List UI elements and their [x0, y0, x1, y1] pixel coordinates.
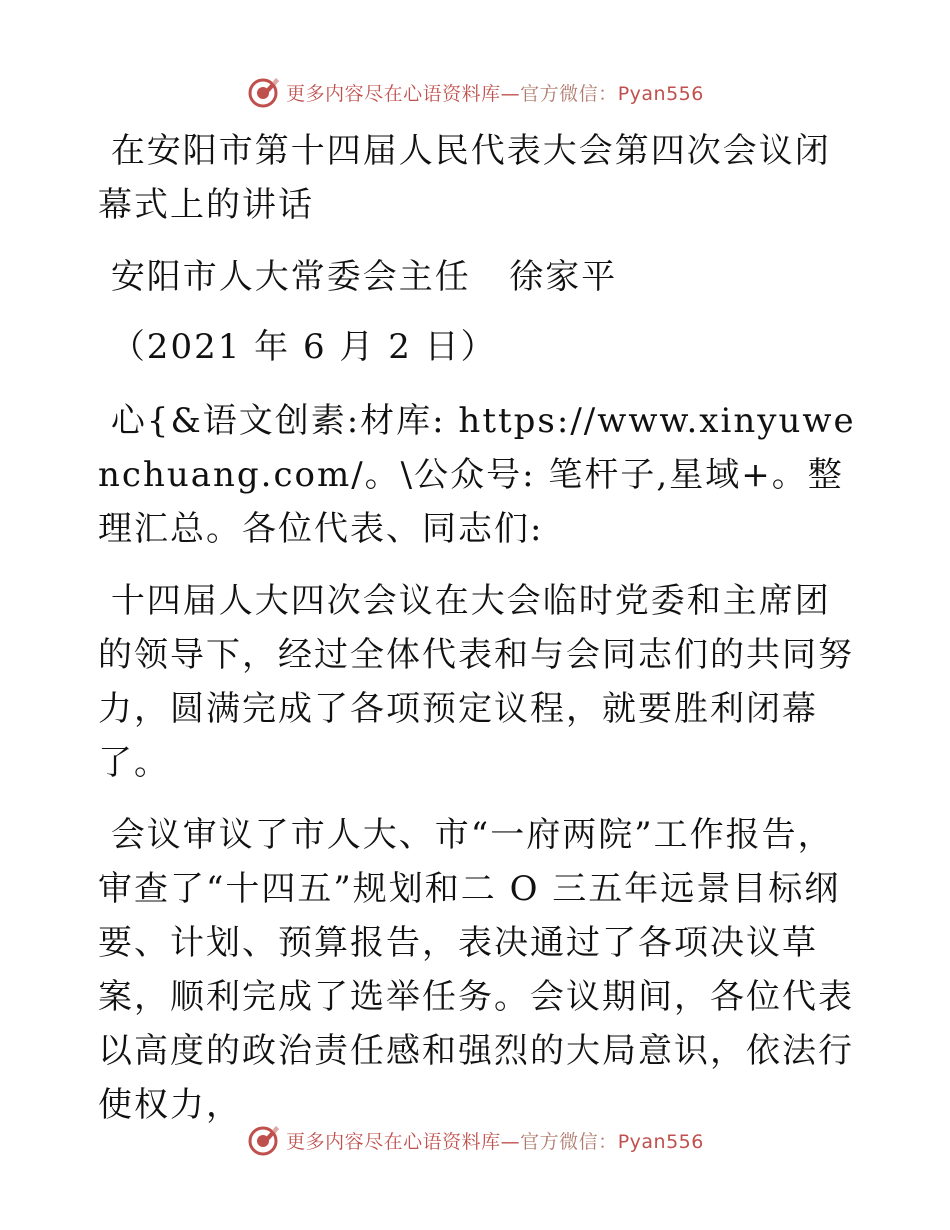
banner-main-text: 更多内容尽在心语资料库— [286, 1130, 521, 1153]
document-date: （2021 年 6 月 2 日） [98, 327, 497, 367]
banner-wechat-id: Pyan556 [617, 1130, 704, 1153]
document-source-note: 心{&语文创素:材库: https://www.xinyuwenchuang.com/。\公众号: 笔杆子,星域+。整理汇总。各位代表、同志们: [98, 401, 856, 549]
body-paragraph-2: 会议审议了市人大、市“一府两院”工作报告，审查了“十四五”规划和二 O 三五年远景目标纲要、计划、预算报告，表决通过了各项决议草案，顺利完成了选举任务。会议期间，各位代表以高度的政治责任感和强烈的大局意识，依法行使权力， [98, 815, 854, 1125]
quill-logo-icon [246, 1122, 282, 1158]
banner-wechat-label: 官方微信： [520, 1130, 618, 1153]
quill-logo-icon [246, 74, 282, 110]
document-title: 在安阳市第十四届人民代表大会第四次会议闭幕式上的讲话 [98, 131, 831, 225]
banner-main-text: 更多内容尽在心语资料库— [286, 82, 521, 105]
footer-banner [0, 1118, 950, 1162]
banner-text [286, 1127, 704, 1154]
header-banner [0, 70, 950, 114]
banner-text [286, 79, 704, 106]
banner-wechat-id: Pyan556 [617, 82, 704, 105]
document-author: 安阳市人大常委会主任 徐家平 [98, 257, 618, 297]
body-paragraph-1: 十四届人大四次会议在大会临时党委和主席团的领导下，经过全体代表和与会同志们的共同努力，圆满完成了各项预定议程，就要胜利闭幕了。 [98, 581, 854, 783]
banner-wechat-label: 官方微信： [520, 82, 618, 105]
document-body [98, 124, 858, 1132]
